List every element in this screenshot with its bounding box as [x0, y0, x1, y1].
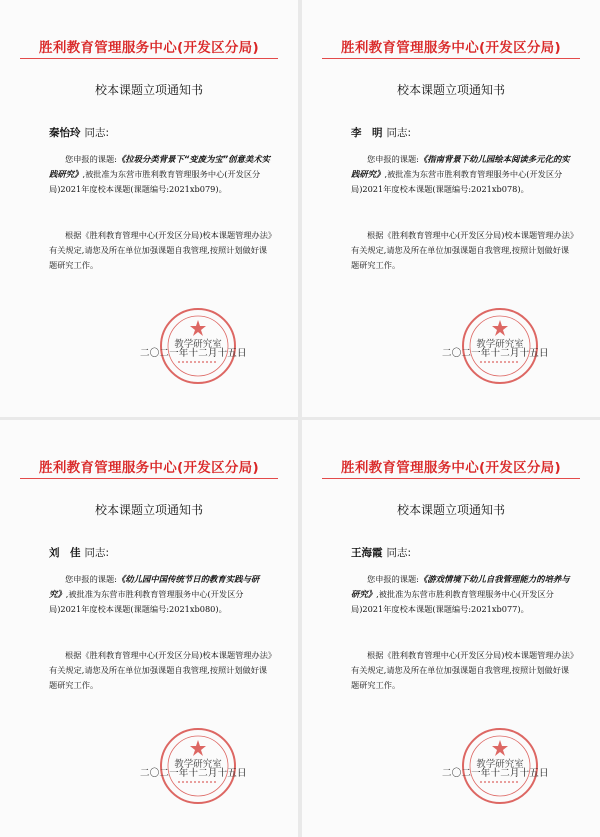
approval-paragraph — [351, 152, 576, 197]
header-rule — [322, 58, 580, 59]
paragraph-body: ,被批准为东营市胜利教育管理服务中心(开发区分局)2021年度校本课题(课题编号:2021xb077)。 — [351, 589, 554, 614]
seal-label: 教学研究室 — [476, 339, 524, 350]
recipient-suffix: 同志: — [84, 127, 110, 139]
approval-paragraph — [351, 572, 576, 617]
paragraph-lead: 您申报的课题: — [367, 154, 419, 164]
project-topic: 《游戏情境下幼儿自我管理能力的培养与研究》 — [351, 574, 570, 599]
org-header: 胜利教育管理服务中心(开发区分局) — [341, 40, 561, 56]
paragraph-body: ,被批准为东营市胜利教育管理服务中心(开发区分局)2021年度校本课题(课题编号:2021xb078)。 — [351, 169, 563, 194]
header-rule — [322, 478, 580, 479]
issue-date: 二〇二一年十二月十五日 — [442, 348, 549, 359]
org-header: 胜利教育管理服务中心(开发区分局) — [39, 460, 259, 476]
recipient-name: 王海霞 — [351, 547, 383, 559]
paragraph-lead: 您申报的课题: — [65, 574, 117, 584]
notice-title: 校本课题立项通知书 — [94, 83, 203, 97]
seal-label: 教学研究室 — [476, 759, 524, 770]
management-paragraph: 根据《胜利教育管理中心(开发区分局)校本课题管理办法》有关规定,请您及所在单位加强课题自我管理,按照计划做好课题研究工作。 — [49, 230, 272, 270]
management-paragraph: 根据《胜利教育管理中心(开发区分局)校本课题管理办法》有关规定,请您及所在单位加强课题自我管理,按照计划做好课题研究工作。 — [351, 230, 574, 270]
management-paragraph: 根据《胜利教育管理中心(开发区分局)校本课题管理办法》有关规定,请您及所在单位加强课题自我管理,按照计划做好课题研究工作。 — [49, 650, 272, 690]
approval-paragraph — [49, 152, 274, 197]
recipient-name: 李 明 — [351, 127, 383, 139]
recipient-line — [49, 545, 109, 560]
org-header: 胜利教育管理服务中心(开发区分局) — [341, 460, 561, 476]
recipient-line — [351, 545, 411, 560]
seal-label: 教学研究室 — [174, 339, 222, 350]
notice-document-3 — [0, 420, 298, 837]
recipient-suffix: 同志: — [84, 547, 110, 559]
recipient-name: 刘 佳 — [49, 547, 81, 559]
recipient-line — [49, 125, 109, 140]
issue-date: 二〇二一年十二月十五日 — [442, 768, 549, 779]
project-topic: 《幼儿园中国传统节日的教育实践与研究》 — [49, 574, 260, 599]
project-topic: 《拉圾分类背景下“变废为宝”创意美术实践研究》 — [49, 154, 271, 179]
project-topic: 《指南背景下幼儿园绘本阅读多元化的实践研究》 — [351, 154, 570, 179]
recipient-suffix: 同志: — [386, 547, 412, 559]
paragraph-lead: 您申报的课题: — [65, 154, 117, 164]
header-rule — [20, 478, 278, 479]
notice-document-4 — [302, 420, 600, 837]
notice-document-2 — [302, 0, 600, 417]
header-rule — [20, 58, 278, 59]
org-header: 胜利教育管理服务中心(开发区分局) — [39, 40, 259, 56]
recipient-suffix: 同志: — [386, 127, 412, 139]
seal-label: 教学研究室 — [174, 759, 222, 770]
issue-date: 二〇二一年十二月十五日 — [140, 348, 247, 359]
notice-title: 校本课题立项通知书 — [396, 503, 505, 517]
paragraph-lead: 您申报的课题: — [367, 574, 419, 584]
paragraph-body: ,被批准为东营市胜利教育管理服务中心(开发区分局)2021年度校本课题(课题编号:2021xb080)。 — [49, 589, 244, 614]
approval-paragraph — [49, 572, 274, 617]
notice-title: 校本课题立项通知书 — [396, 83, 505, 97]
recipient-name: 秦怡玲 — [49, 127, 81, 139]
recipient-line — [351, 125, 411, 140]
paragraph-body: ,被批准为东营市胜利教育管理服务中心(开发区分局)2021年度校本课题(课题编号:2021xb079)。 — [49, 169, 261, 194]
management-paragraph: 根据《胜利教育管理中心(开发区分局)校本课题管理办法》有关规定,请您及所在单位加强课题自我管理,按照计划做好课题研究工作。 — [351, 650, 574, 690]
notice-title: 校本课题立项通知书 — [94, 503, 203, 517]
issue-date: 二〇二一年十二月十五日 — [140, 768, 247, 779]
notice-document-1 — [0, 0, 298, 417]
